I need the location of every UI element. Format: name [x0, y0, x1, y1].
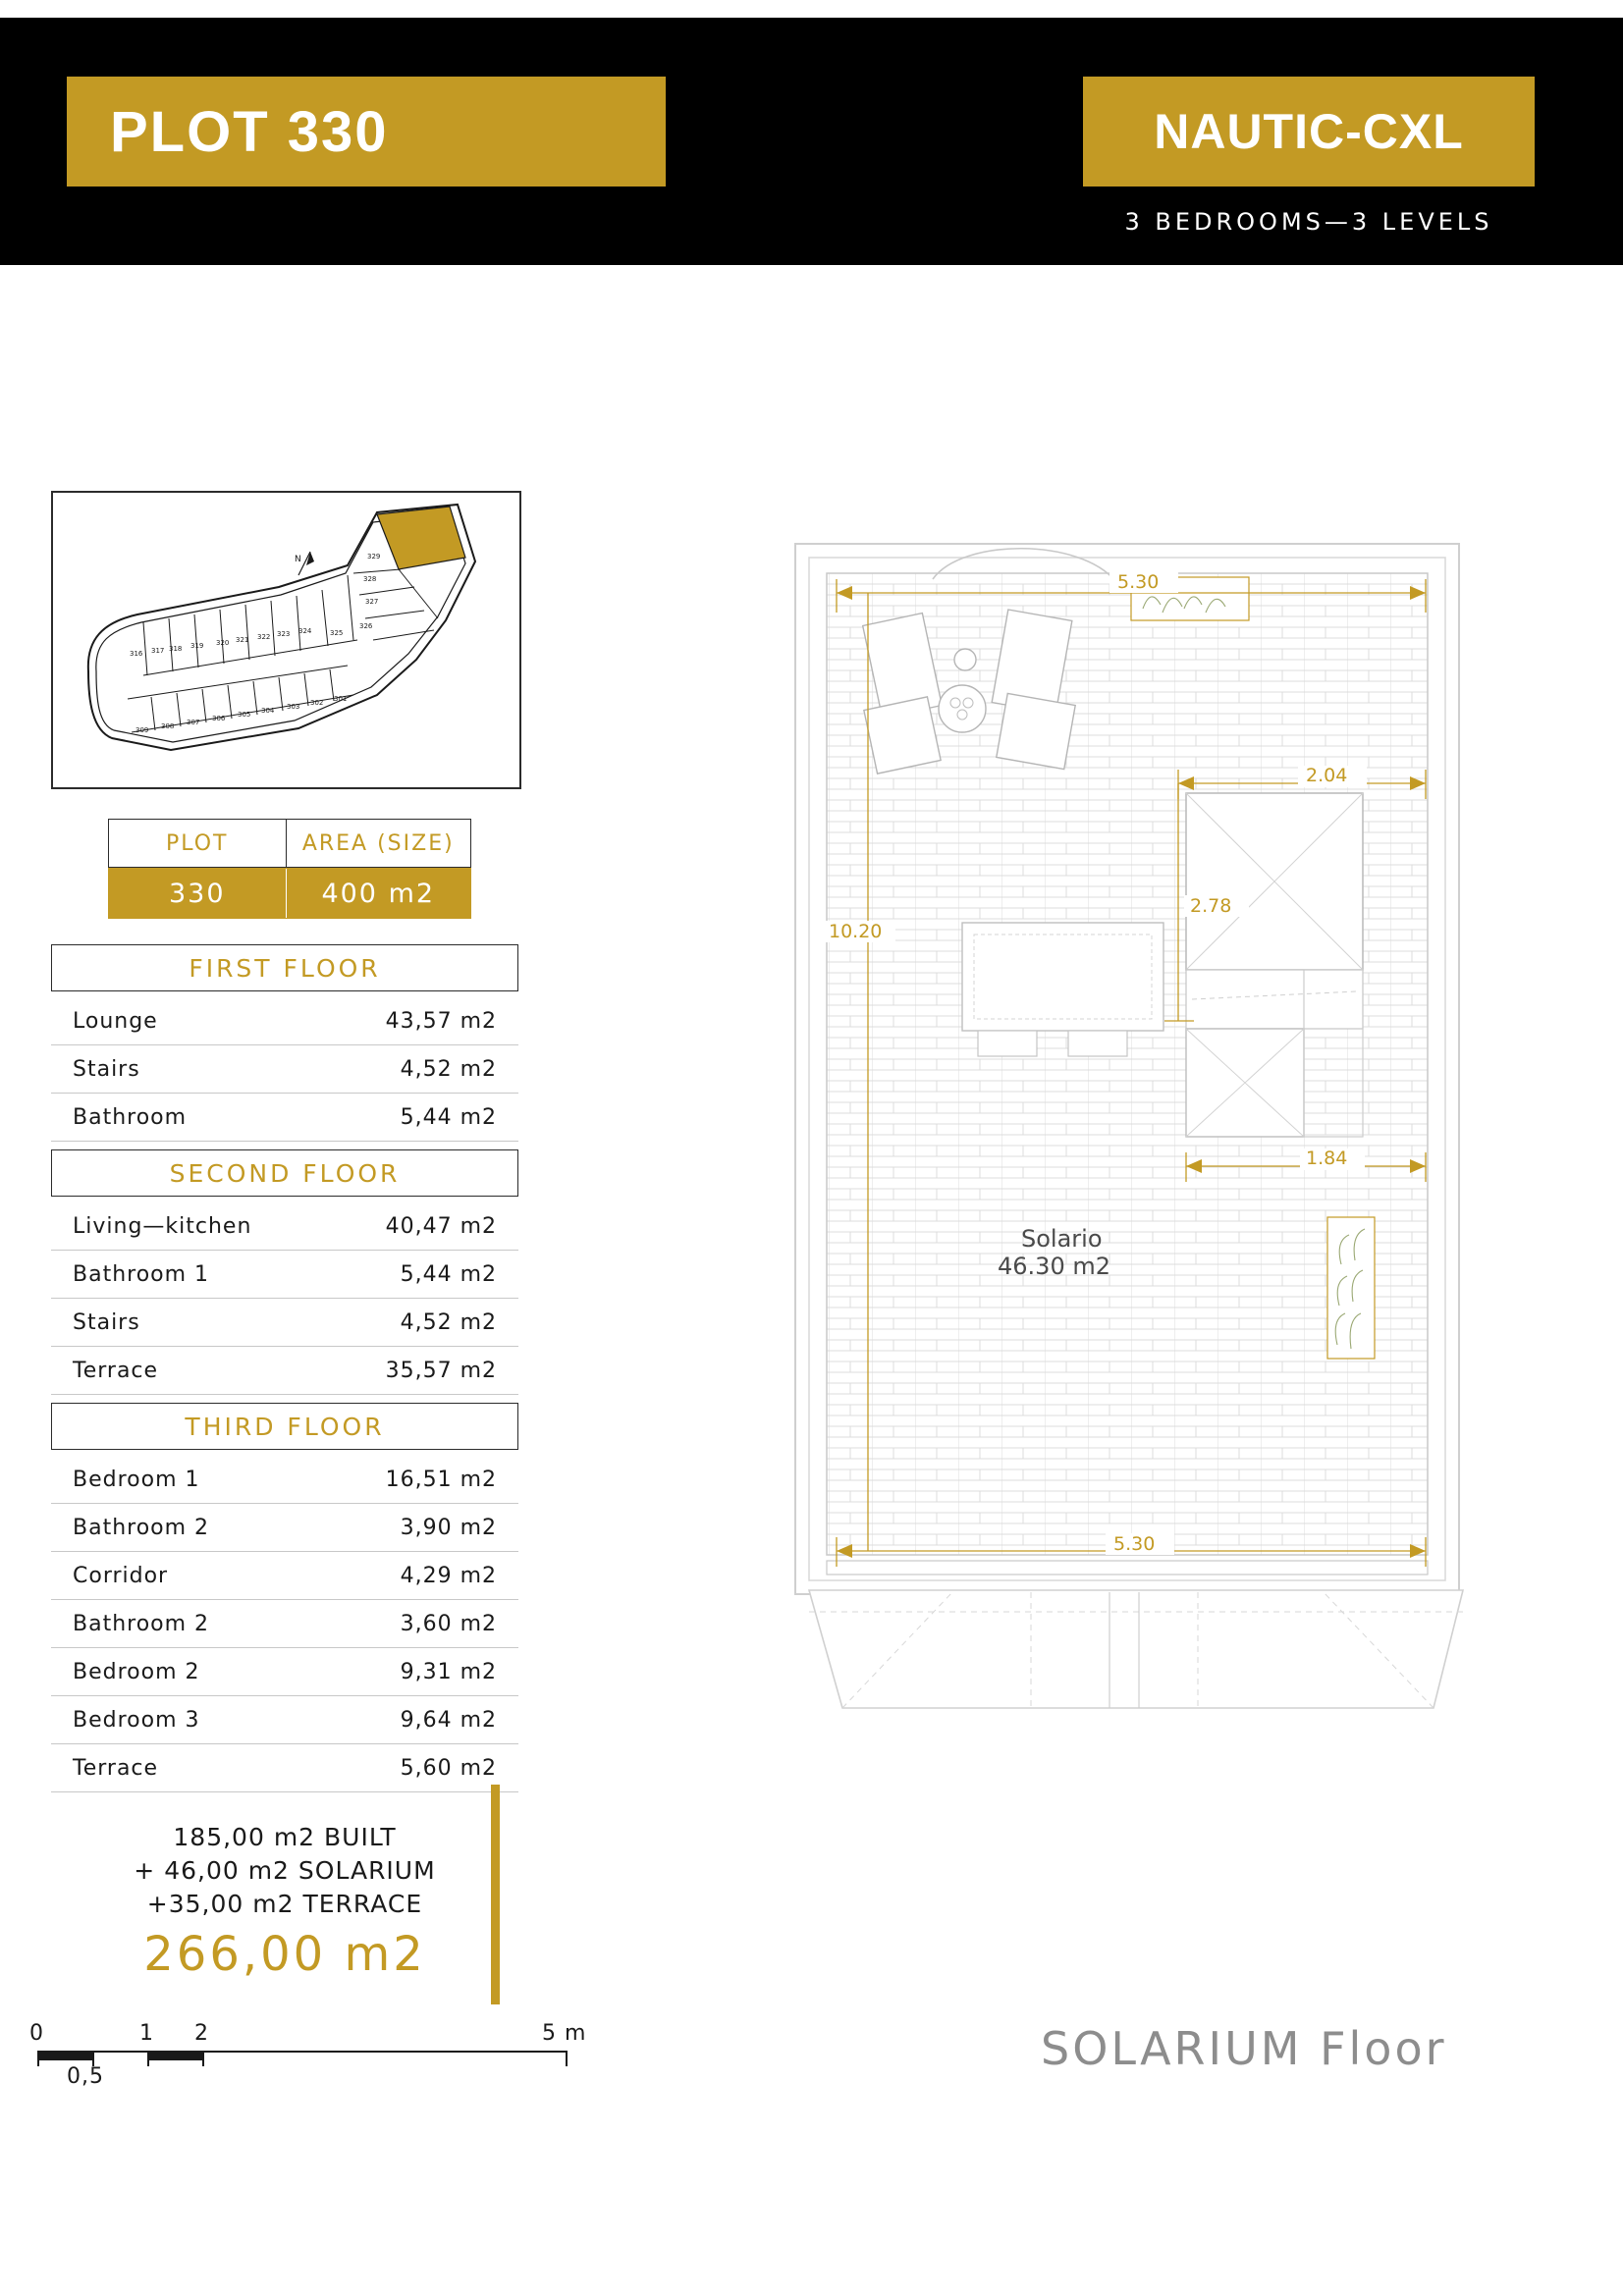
sitemap-drawing — [53, 493, 519, 787]
room-area: 4,52 m2 — [400, 1309, 497, 1335]
room-name: Stairs — [73, 1056, 140, 1082]
dim-bottom: 5.30 — [1113, 1533, 1156, 1555]
room-area: 16,51 m2 — [385, 1467, 497, 1492]
table-row — [51, 1696, 518, 1744]
room-area-solario: 46.30 m2 — [998, 1253, 1110, 1280]
scale-label-1: 1 — [139, 2021, 154, 2046]
scale-bar — [24, 2017, 593, 2089]
table-row — [51, 1094, 518, 1142]
floor-block-second — [51, 1149, 518, 1395]
svg-text:327: 327 — [365, 598, 379, 606]
plot-badge — [67, 77, 666, 187]
scale-label-0: 0 — [29, 2021, 44, 2046]
room-name: Terrace — [73, 1358, 159, 1383]
floor-block-first — [51, 944, 518, 1142]
svg-text:316: 316 — [130, 650, 143, 658]
floor-title-third: THIRD FLOOR — [51, 1403, 518, 1450]
table-row — [51, 1202, 518, 1251]
svg-text:306: 306 — [212, 715, 226, 722]
plot-summary-header-plot: PLOT — [109, 820, 287, 867]
table-row — [51, 1600, 518, 1648]
table-row — [51, 997, 518, 1045]
svg-text:325: 325 — [330, 629, 344, 637]
dim-inner-vertical: 2.78 — [1190, 895, 1232, 917]
table-row — [51, 1744, 518, 1792]
totals-solarium: + 46,00 m2 SOLARIUM — [134, 1856, 436, 1885]
scale-tick — [37, 2051, 39, 2066]
svg-text:302: 302 — [310, 699, 324, 707]
svg-text:329: 329 — [367, 553, 381, 561]
table-row — [51, 1456, 518, 1504]
floor-title-second: SECOND FLOOR — [51, 1149, 518, 1197]
room-name: Bathroom 2 — [73, 1515, 210, 1540]
room-name: Stairs — [73, 1309, 140, 1335]
north-arrow-icon — [295, 552, 314, 575]
svg-text:328: 328 — [363, 575, 377, 583]
svg-text:303: 303 — [287, 703, 300, 711]
dim-left-vertical: 10.20 — [829, 921, 883, 942]
room-name: Bathroom — [73, 1104, 188, 1130]
svg-text:309: 309 — [135, 726, 149, 734]
svg-text:320: 320 — [216, 639, 230, 647]
chair-2 — [1068, 1031, 1127, 1056]
room-label-solario: Solario — [1021, 1225, 1103, 1253]
planter-right — [1327, 1217, 1375, 1359]
svg-text:317: 317 — [151, 647, 165, 655]
table-row — [51, 1299, 518, 1347]
room-name: Lounge — [73, 1008, 158, 1034]
svg-text:321: 321 — [236, 636, 249, 644]
scale-bar-segment — [147, 2051, 202, 2060]
svg-text:308: 308 — [161, 722, 175, 730]
model-title: NAUTIC-CXL — [1154, 104, 1464, 159]
sitemap-highlighted-plot — [377, 507, 465, 569]
round-table — [939, 685, 986, 732]
side-table-1 — [954, 649, 976, 670]
room-area: 3,90 m2 — [400, 1515, 497, 1540]
totals-built: 185,00 m2 BUILT — [173, 1823, 397, 1851]
room-name: Bedroom 1 — [73, 1467, 200, 1492]
room-name: Terrace — [73, 1755, 159, 1781]
table-row — [51, 1552, 518, 1600]
lower-roof — [809, 1590, 1463, 1708]
table-row — [51, 1045, 518, 1094]
room-area: 9,31 m2 — [400, 1659, 497, 1684]
plot-summary-table — [108, 819, 471, 919]
floor-title-first: FIRST FLOOR — [51, 944, 518, 991]
room-name: Bedroom 2 — [73, 1659, 200, 1684]
scale-label-5m: 5 m — [542, 2021, 587, 2046]
plot-summary-header-row — [108, 819, 471, 868]
chair-1 — [978, 1031, 1037, 1056]
lounger-2 — [864, 697, 941, 774]
model-badge — [1083, 77, 1535, 187]
room-area: 5,60 m2 — [400, 1755, 497, 1781]
table-row — [51, 1648, 518, 1696]
svg-text:326: 326 — [359, 622, 373, 630]
room-area: 3,60 m2 — [400, 1611, 497, 1636]
plot-title: PLOT 330 — [110, 99, 389, 164]
totals-grand-total: 266,00 m2 — [143, 1927, 426, 1982]
room-area: 9,64 m2 — [400, 1707, 497, 1733]
room-area: 4,29 m2 — [400, 1563, 497, 1588]
svg-text:307: 307 — [187, 719, 200, 726]
scale-tick — [566, 2051, 568, 2066]
scale-tick — [202, 2051, 204, 2066]
totals-terrace: +35,00 m2 TERRACE — [146, 1890, 423, 1918]
floor-plan-drawing — [785, 530, 1483, 1787]
floor-tables — [51, 944, 518, 1800]
svg-text:304: 304 — [261, 707, 275, 715]
dining-table — [962, 923, 1163, 1031]
scale-label-half: 0,5 — [67, 2064, 104, 2089]
svg-text:322: 322 — [257, 633, 271, 641]
svg-text:301: 301 — [334, 695, 348, 703]
room-name: Corridor — [73, 1563, 169, 1588]
totals-block — [51, 1821, 518, 1982]
table-row — [51, 1347, 518, 1395]
plot-summary-value-plot: 330 — [109, 869, 287, 918]
svg-text:324: 324 — [298, 627, 312, 635]
plot-summary-value-row — [108, 868, 471, 919]
scale-bar-line — [37, 2051, 568, 2053]
plot-summary-value-area: 400 m2 — [321, 878, 436, 909]
plot-summary-header-area: AREA (SIZE) — [301, 830, 455, 856]
room-area: 5,44 m2 — [400, 1104, 497, 1130]
floor-block-third — [51, 1403, 518, 1792]
room-area: 5,44 m2 — [400, 1261, 497, 1287]
plan-svg — [785, 530, 1483, 1787]
scale-tick — [147, 2051, 149, 2066]
room-area: 4,52 m2 — [400, 1056, 497, 1082]
table-row — [51, 1504, 518, 1552]
model-subtitle: 3 BEDROOMS—3 LEVELS — [1124, 208, 1493, 236]
svg-text:323: 323 — [277, 630, 291, 638]
room-area: 35,57 m2 — [385, 1358, 497, 1383]
plan-caption: SOLARIUM Floor — [1041, 2022, 1447, 2075]
lounger-4 — [997, 693, 1075, 769]
room-name: Bedroom 3 — [73, 1707, 200, 1733]
svg-text:305: 305 — [238, 711, 251, 719]
scale-bar-segment — [37, 2051, 92, 2060]
dim-right-upper: 2.04 — [1306, 765, 1348, 786]
room-name: Bathroom 1 — [73, 1261, 210, 1287]
dim-right-lower: 1.84 — [1306, 1148, 1348, 1169]
table-row — [51, 1251, 518, 1299]
svg-text:319: 319 — [190, 642, 204, 650]
room-area: 43,57 m2 — [385, 1008, 497, 1034]
svg-text:N: N — [295, 555, 301, 564]
room-area: 40,47 m2 — [385, 1213, 497, 1239]
dim-top: 5.30 — [1117, 571, 1160, 593]
svg-text:318: 318 — [169, 645, 183, 653]
scale-label-2: 2 — [194, 2021, 209, 2046]
room-name: Bathroom 2 — [73, 1611, 210, 1636]
room-name: Living—kitchen — [73, 1213, 252, 1239]
sitemap-panel — [51, 491, 521, 789]
